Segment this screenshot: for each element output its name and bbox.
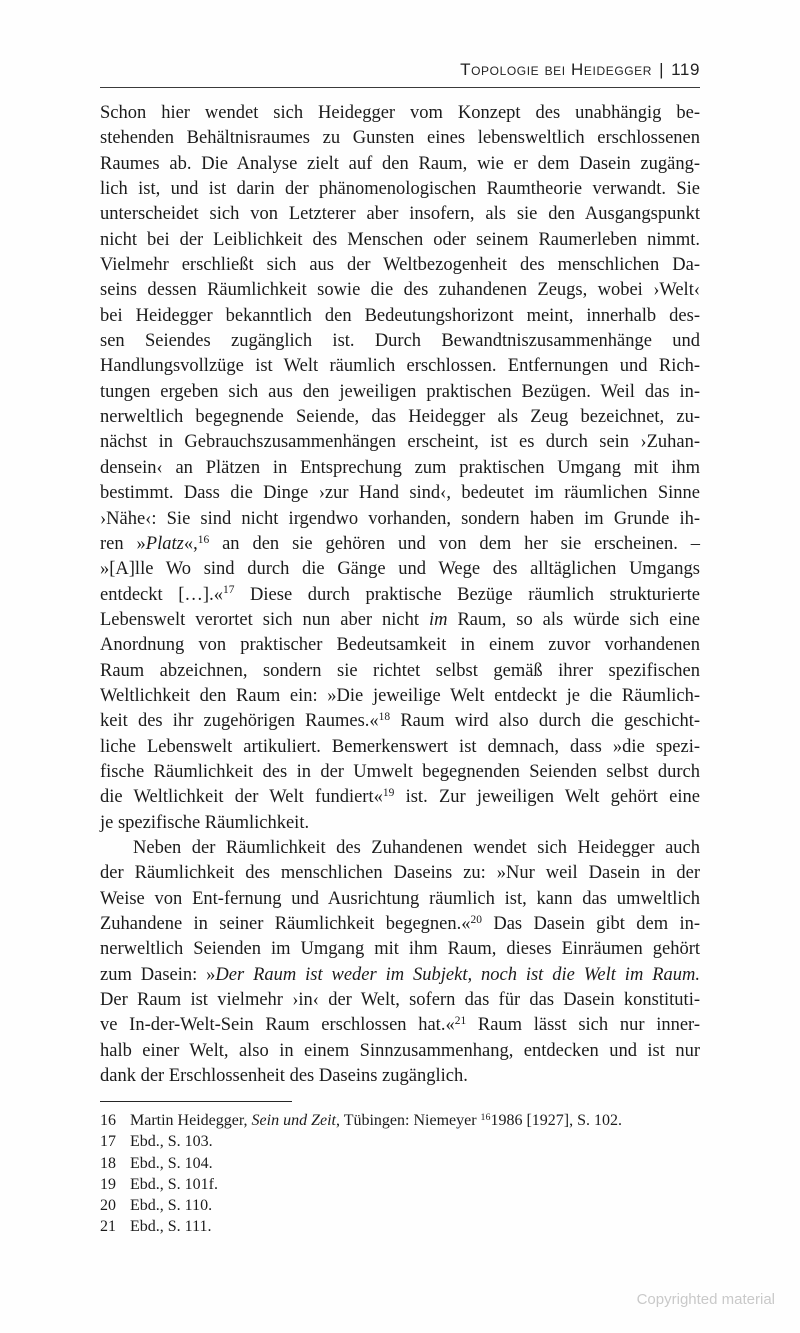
text-segment: ve In-der-Welt-Sein Raum erschlossen hat.«: [100, 1015, 455, 1036]
text-segment: bestimmt. Dass die Dinge ›zur Hand sind‹, bedeutet im räumlichen Sinne: [100, 483, 700, 504]
header-page-number: 119: [671, 60, 700, 79]
text-segment: der Räumlichkeit des menschlichen Daseins zu: »Nur weil Dasein in der: [100, 863, 700, 884]
text-segment: bei Heidegger bekanntlich den Bedeutungshorizont meint, innerhalb des-: [100, 305, 700, 326]
copyright-watermark: Copyrighted material: [636, 1291, 775, 1308]
text-line: [100, 101, 700, 126]
text-segment: je spezifische Räumlichkeit.: [100, 812, 310, 833]
text-segment: im: [429, 609, 448, 630]
footnote: [100, 1195, 700, 1216]
footnote-reference: 16: [480, 1111, 491, 1123]
text-segment: Platz: [145, 533, 184, 554]
text-segment: seins dessen Räumlichkeit sowie die des zuhandenen Zeugs, wobei ›Welt‹: [100, 280, 700, 301]
paragraph: [100, 101, 700, 836]
text-segment: Raum abzeichnen, sondern sie richtet selbst gemäß ihrer spezifischen: [100, 660, 700, 681]
text-segment: liche Lebenswelt artikuliert. Bemerkenswert ist demnach, dass »die spezi-: [100, 736, 700, 757]
footnotes-section: [100, 1101, 700, 1238]
text-segment: nerweltlich begegnende Seiende, das Heidegger als Zeug bezeichnet, zu-: [100, 407, 700, 428]
text-line: [100, 760, 700, 785]
text-line: [100, 988, 700, 1013]
text-segment: Der Raum ist weder im Subjekt, noch ist die Welt im Raum.: [215, 964, 700, 985]
text-line: [100, 228, 700, 253]
footnote: [100, 1110, 700, 1131]
text-line: [100, 152, 700, 177]
text-line: [100, 1039, 700, 1064]
text-segment: Raum wird also durch die geschicht-: [390, 711, 700, 732]
footnote-text: [130, 1216, 700, 1237]
footnote: [100, 1174, 700, 1195]
text-line: [100, 430, 700, 455]
text-segment: ren »: [100, 533, 146, 554]
text-line: [100, 202, 700, 227]
text-segment: Neben der Räumlichkeit des Zuhandenen wendet sich Heidegger auch: [133, 837, 700, 858]
text-segment: lich ist, und ist darin der phänomenologischen Raumtheorie verwandt. Sie: [100, 179, 700, 200]
text-segment: Ebd., S. 110.: [130, 1197, 213, 1215]
text-segment: halb einer Welt, also in einem Sinnzusammenhang, entdecken und ist nur: [100, 1040, 700, 1061]
header-chapter-title: Topologie bei Heidegger: [460, 60, 653, 79]
text-segment: Ebd., S. 101f.: [130, 1175, 218, 1193]
footnote-text: [130, 1174, 700, 1195]
text-line: [100, 785, 700, 810]
text-segment: Schon hier wendet sich Heidegger vom Konzept des unabhängig be-: [100, 103, 700, 123]
text-line: [100, 912, 700, 937]
text-segment: Vielmehr erschließt sich aus der Weltbezogenheit des menschlichen Da-: [100, 255, 700, 276]
text-line: [100, 329, 700, 354]
footnote-text: [130, 1195, 700, 1216]
footnote-number: 19: [100, 1175, 116, 1193]
text-segment: fische Räumlichkeit des in der Umwelt begegnenden Seienden selbst durch: [100, 761, 700, 782]
paragraph: [100, 836, 700, 1089]
text-segment: Raum lässt sich nur inner-: [466, 1015, 700, 1036]
text-line: [100, 380, 700, 405]
footnote-text: [130, 1131, 700, 1152]
text-line: [100, 126, 700, 151]
text-segment: Ebd., S. 111.: [130, 1218, 212, 1236]
footnote-number: 16: [100, 1112, 116, 1129]
text-line: [100, 507, 700, 532]
text-line: [100, 836, 700, 861]
footnote-reference: 18: [378, 710, 391, 723]
text-segment: Raum, so als würde sich eine: [447, 609, 700, 630]
text-line: [100, 532, 700, 557]
footnote-reference: 20: [470, 913, 482, 926]
body-text: [100, 101, 700, 1089]
text-segment: ist. Zur jeweiligen Welt gehört eine: [394, 787, 700, 808]
text-segment: densein‹ an Plätzen in Entsprechung zum praktischen Umgang mit ihm: [100, 457, 700, 478]
text-segment: nicht bei der Leiblichkeit des Menschen oder seinem Raumerleben nimmt.: [100, 229, 700, 250]
text-segment: 1986 [1927], S. 102.: [490, 1112, 623, 1129]
footnote-reference: 16: [197, 533, 210, 546]
text-line: [100, 608, 700, 633]
footnote-text: [130, 1153, 700, 1174]
text-segment: entdeckt […].«: [100, 584, 223, 605]
text-line: [100, 1013, 700, 1038]
text-segment: Sein und Zeit: [251, 1112, 336, 1129]
footnote-reference: 17: [222, 584, 235, 597]
text-line: [100, 861, 700, 886]
text-line: [100, 583, 700, 608]
text-segment: unterscheidet sich von Letzterer aber insofern, als sie den Ausgangspunkt: [100, 204, 700, 225]
text-segment: ›Nähe‹: Sie sind nicht irgendwo vorhanden, sondern haben im Grunde ih-: [100, 508, 700, 529]
text-line: [100, 253, 700, 278]
text-segment: Zuhandene in seiner Räumlichkeit begegnen.«: [100, 914, 471, 934]
text-segment: , Tübingen: Niemeyer: [335, 1112, 481, 1129]
text-segment: keit des ihr zugehörigen Raumes.«: [100, 711, 379, 732]
text-line: [100, 304, 700, 329]
text-line: [100, 709, 700, 734]
footnote-number: 20: [100, 1197, 116, 1215]
text-segment: die Weltlichkeit der Welt fundiert«: [100, 787, 383, 808]
text-segment: «,: [183, 533, 198, 554]
text-segment: nerweltlich Seienden im Umgang mit ihm Raum, dieses Einräumen gehört: [100, 939, 700, 960]
text-segment: dank der Erschlossenheit des Daseins zugänglich.: [100, 1066, 468, 1087]
running-header: [100, 60, 700, 88]
text-line: [100, 811, 700, 836]
footnote-number: 17: [100, 1133, 116, 1151]
text-line: [100, 1064, 700, 1089]
text-line: [100, 405, 700, 430]
text-line: [100, 684, 700, 709]
text-line: [100, 659, 700, 684]
text-line: [100, 456, 700, 481]
text-line: [100, 354, 700, 379]
text-line: [100, 278, 700, 303]
text-segment: Ebd., S. 103.: [130, 1133, 213, 1151]
text-segment: stehenden Behältnisraumes zu Gunsten eines lebensweltlich erschlossenen: [100, 128, 700, 149]
text-segment: Weltlichkeit den Raum ein: »Die jeweilige Welt entdeckt je die Räumlich-: [100, 685, 700, 706]
text-segment: an den sie gehören und von dem her sie erscheinen. –: [209, 533, 700, 554]
footnote-reference: 19: [382, 786, 395, 799]
text-line: [100, 937, 700, 962]
text-segment: Der Raum ist vielmehr ›in‹ der Welt, sofern das für das Dasein konstituti-: [100, 990, 700, 1011]
text-line: [100, 557, 700, 582]
text-line: [100, 963, 700, 988]
text-segment: Ebd., S. 104.: [130, 1154, 213, 1172]
footnote-text: [130, 1110, 700, 1131]
footnote: [100, 1216, 700, 1237]
footnote-reference: 21: [454, 1015, 467, 1028]
text-segment: Raumes ab. Die Analyse zielt auf den Raum, wie er dem Dasein zugäng-: [100, 153, 700, 174]
text-segment: Lebenswelt verortet sich nun aber nicht: [100, 609, 429, 630]
footnote-separator-rule: [100, 1101, 292, 1102]
text-line: [100, 633, 700, 658]
footnote-number: 21: [100, 1218, 116, 1236]
text-segment: Weise von Ent-fernung und Ausrichtung räumlich ist, kann das umweltlich: [100, 888, 700, 909]
footnote: [100, 1153, 700, 1174]
text-segment: zum Dasein: »: [100, 964, 216, 985]
header-separator: |: [659, 60, 665, 79]
text-segment: Anordnung von praktischer Bedeutsamkeit in einem zuvor vorhandenen: [100, 635, 700, 656]
footnote-list: [100, 1110, 700, 1238]
text-line: [100, 735, 700, 760]
text-segment: Handlungsvollzüge ist Welt räumlich erschlossen. Entfernungen und Rich-: [100, 356, 700, 377]
text-segment: Martin Heidegger,: [130, 1112, 252, 1129]
text-segment: Das Dasein gibt dem in-: [482, 914, 700, 934]
text-segment: nächst in Gebrauchszusammenhängen erscheint, ist es durch sein ›Zuhan-: [100, 432, 700, 453]
text-line: [100, 481, 700, 506]
text-segment: tungen ergeben sich aus den jeweiligen praktischen Bezügen. Weil das in-: [100, 381, 700, 402]
text-segment: sen Seiendes zugänglich ist. Durch Bewandtniszusammenhänge und: [100, 331, 700, 352]
footnote: [100, 1131, 700, 1152]
footnote-number: 18: [100, 1154, 116, 1172]
text-line: [100, 887, 700, 912]
text-segment: Diese durch praktische Bezüge räumlich strukturierte: [234, 584, 700, 605]
text-segment: »[A]lle Wo sind durch die Gänge und Wege des alltäglichen Umgangs: [100, 559, 700, 580]
text-line: [100, 177, 700, 202]
